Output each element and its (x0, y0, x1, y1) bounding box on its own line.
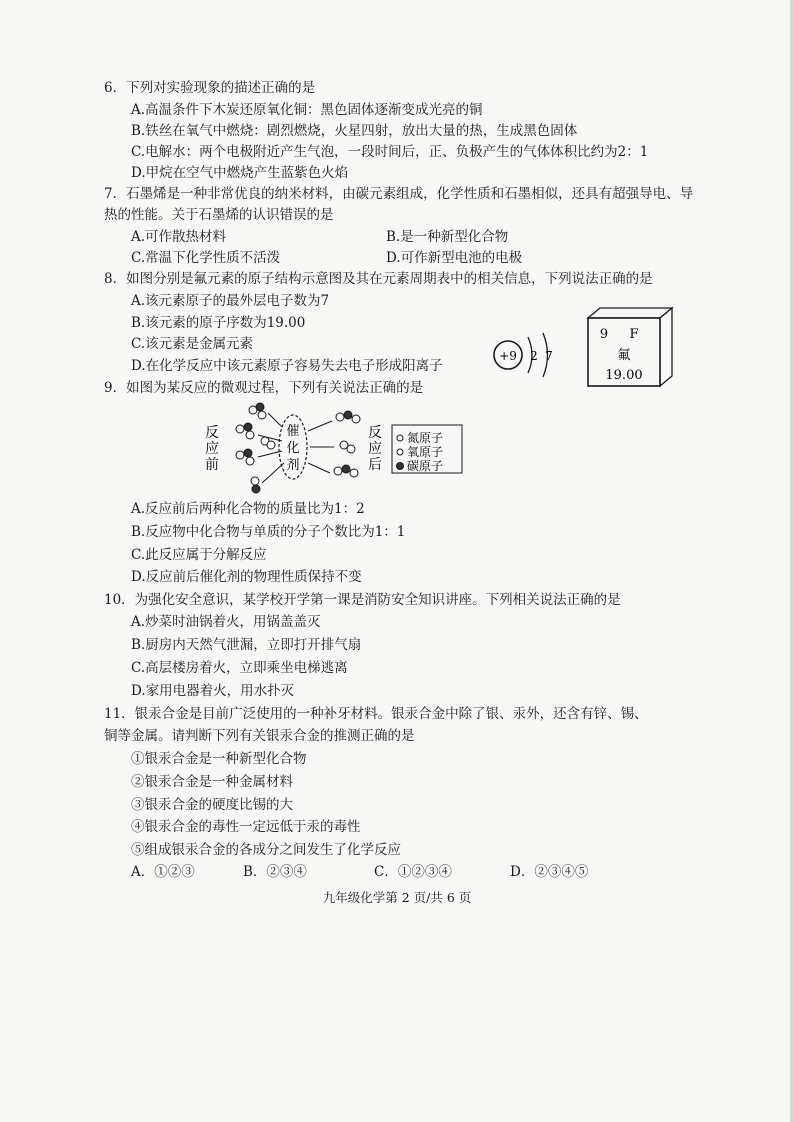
q7-option-a: A.可作散热材料 (131, 229, 227, 245)
atom (236, 451, 244, 459)
atom (344, 411, 352, 419)
q9-stem: 9．如图为某反应的微观过程，下列有关说法正确的是 (104, 380, 424, 396)
element-mass: 19.00 (605, 368, 643, 383)
atom (246, 457, 254, 465)
catalyst-char-3: 剂 (286, 458, 300, 473)
atom (258, 411, 266, 419)
fluorine-atom-diagram (488, 325, 558, 385)
atom (347, 445, 355, 453)
legend-nitrogen-marker (397, 435, 403, 441)
q9-option-b: B.反应物中化合物与单质的分子个数比为1：1 (131, 524, 406, 540)
q7-stem-line2: 热的性能。关于石墨烯的认识错误的是 (104, 207, 334, 223)
q11-options-row (0, 863, 794, 881)
reactant-molecules (236, 403, 275, 493)
element-name: 氟 (617, 348, 631, 363)
q10-option-b: B.厨房内天然气泄漏，立即打开排气扇 (131, 637, 362, 653)
cell-top-face (588, 308, 672, 318)
atom (251, 477, 259, 485)
product-arrows (308, 421, 334, 473)
arrow (308, 463, 330, 473)
q8-option-a: A.该元素原子的最外层电子数为7 (131, 293, 330, 309)
catalyst-char-1: 催 (286, 424, 300, 439)
atom (256, 403, 264, 411)
shell1-electrons: 2 (530, 349, 538, 363)
q7-option-b: B.是一种新型化合物 (386, 229, 509, 245)
q6-option-c: C.电解水：两个电极附近产生气泡，一段时间后，正、负极产生的气体体积比约为2：1 (131, 144, 649, 160)
after-label-char: 应 (368, 441, 382, 457)
catalyst-char-2: 化 (286, 441, 300, 456)
q11-statement-4: ④银汞合金的毒性一定远低于汞的毒性 (131, 819, 361, 835)
atom (244, 449, 252, 457)
atom (352, 415, 360, 423)
nucleus-charge: +9 (499, 349, 517, 363)
periodic-table-cell (582, 306, 678, 390)
q11-stem-line1: 11．银汞合金是目前广泛使用的一种补牙材料。银汞合金中除了银、汞外，还含有锌、锡、 (104, 706, 648, 722)
atom (252, 485, 260, 493)
before-label-char: 反 (205, 425, 219, 441)
q6-stem: 6．下列对实验现象的描述正确的是 (104, 80, 316, 96)
q11-stem-line2: 铜等金属。请判断下列有关银汞合金的推测正确的是 (104, 728, 415, 744)
q8-option-d: D.在化学反应中该元素原子容易失去电子形成阳离子 (131, 358, 443, 374)
atom (267, 441, 275, 449)
atom (246, 431, 254, 439)
q7-options-row2 (0, 249, 794, 267)
q11-statement-2: ②银汞合金是一种金属材料 (131, 774, 293, 790)
q7-options-row1 (0, 228, 794, 246)
q10-stem: 10．为强化安全意识，某学校开学第一课是消防安全知识讲座。下列相关说法正确的是 (104, 592, 621, 608)
q11-option-d: D．②③④⑤ (510, 864, 589, 880)
shell2-electrons: 7 (545, 349, 553, 363)
before-label-text (205, 425, 219, 473)
before-label-char: 应 (205, 441, 219, 457)
q11-option-b: B．②③④ (243, 864, 307, 880)
page-footer: 九年级化学第 2 页/共 6 页 (322, 890, 472, 905)
element-number: 9 (599, 327, 609, 342)
q6-option-a: A.高温条件下木炭还原氧化铜：黑色固体逐渐变成光亮的铜 (131, 102, 483, 118)
product-molecules (334, 411, 360, 477)
q10-option-c: C.高层楼房着火，立即乘坐电梯逃离 (131, 660, 348, 676)
after-label-char: 后 (368, 457, 382, 473)
q10-option-a: A.炒菜时油锅着火，用锅盖盖灭 (131, 614, 321, 630)
q7-option-d: D.可作新型电池的电极 (386, 250, 523, 266)
legend-oxygen: 氧原子 (407, 445, 444, 459)
q6-option-b: B.铁丝在氧气中燃烧：剧烈燃烧，火星四射，放出大量的热，生成黑色固体 (131, 123, 578, 139)
q11-statement-3: ③银汞合金的硬度比锡的大 (131, 797, 293, 813)
after-label-text (368, 425, 382, 473)
legend-nitrogen: 氮原子 (407, 431, 444, 445)
q10-option-d: D.家用电器着火，用水扑灭 (131, 683, 295, 699)
atom (334, 467, 342, 475)
scan-edge (790, 0, 794, 1122)
q7-stem-line1: 7．石墨烯是一种非常优良的纳米材料，由碳元素组成，化学性质和石墨相似，还具有超强导电、导 (104, 186, 694, 202)
before-label-char: 前 (205, 457, 219, 473)
after-label-char: 反 (368, 425, 382, 441)
q11-option-a: A．①②③ (131, 864, 195, 880)
q9-option-d: D.反应前后催化剂的物理性质保持不变 (131, 569, 362, 585)
q8-option-c: C.该元素是金属元素 (131, 336, 254, 352)
q6-option-d: D.甲烷在空气中燃烧产生蓝紫色火焰 (131, 165, 349, 181)
legend-oxygen-marker (397, 449, 403, 455)
arrow (268, 413, 282, 427)
q9-option-a: A.反应前后两种化合物的质量比为1：2 (131, 501, 365, 517)
q11-statement-5: ⑤组成银汞合金的各成分之间发生了化学反应 (131, 842, 401, 858)
atom (336, 413, 344, 421)
atom (244, 423, 252, 431)
legend-carbon-marker (397, 463, 404, 470)
reaction-micro-diagram (200, 397, 470, 502)
q8-option-b: B.该元素的原子序数为19.00 (131, 315, 306, 331)
q9-option-c: C.此反应属于分解反应 (131, 547, 267, 563)
atom (236, 425, 244, 433)
arrow (258, 451, 282, 457)
cell-side-face (660, 308, 672, 386)
atom (342, 465, 350, 473)
arrow (308, 421, 332, 431)
legend-carbon: 碳原子 (407, 459, 444, 473)
q7-option-c: C.常温下化学性质不活泼 (131, 250, 281, 266)
q11-option-c: C．①②③④ (374, 864, 452, 880)
q8-stem: 8．如图分别是氟元素的原子结构示意图及其在元素周期表中的相关信息，下列说法正确的是 (104, 271, 653, 287)
q11-statement-1: ①银汞合金是一种新型化合物 (131, 751, 307, 767)
arrow (262, 463, 284, 483)
atom (350, 469, 358, 477)
before-label (205, 425, 219, 473)
element-symbol: F (629, 327, 639, 342)
